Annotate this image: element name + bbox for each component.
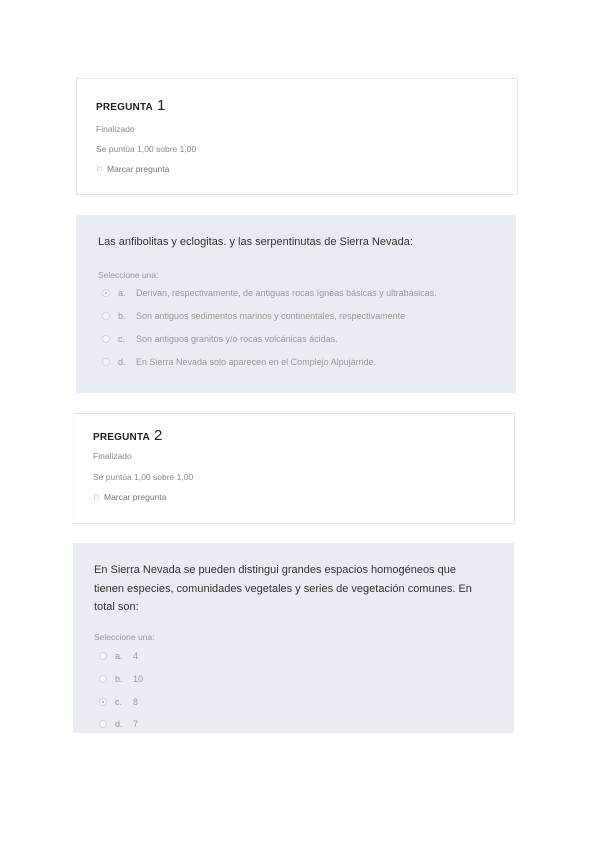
answer-option-d[interactable] — [102, 357, 376, 367]
question-text-line-2: tienen especies, comunidades vegetales y series de vegetación comunes. En — [94, 583, 472, 595]
answer-option-a[interactable] — [99, 651, 138, 661]
radio-button[interactable] — [102, 358, 110, 366]
radio-button[interactable] — [99, 652, 107, 660]
option-letter: a. — [118, 288, 126, 298]
option-letter: d. — [118, 357, 126, 367]
option-text: Derivan, respectivamente, de antiguas rocas ígneas básicas y ultrabásicas. — [136, 288, 437, 298]
question-status: Finalizado — [93, 451, 132, 461]
option-letter: b. — [115, 674, 123, 684]
flag-label: Marcar pregunta — [107, 164, 170, 174]
select-one-label: Seleccione una: — [94, 632, 155, 642]
question-2-info-card — [73, 413, 515, 524]
answer-option-c[interactable] — [99, 697, 138, 707]
option-letter: c. — [118, 334, 126, 344]
answer-option-d[interactable] — [99, 719, 138, 729]
option-text: 8 — [133, 697, 139, 707]
select-one-label: Seleccione una: — [98, 270, 159, 280]
question-2-heading — [93, 427, 163, 444]
question-text: Las anfibolitas y eclogitas. y las serpentinutas de Sierra Nevada: — [98, 236, 413, 248]
option-text: 7 — [133, 719, 139, 729]
flag-question-link[interactable] — [96, 164, 169, 174]
question-score: Se puntúa 1,00 sobre 1,00 — [96, 144, 197, 154]
question-text-line-3: total son: — [94, 601, 139, 613]
question-text-line-1: En Sierra Nevada se pueden distingui grandes espacios homogéneos que — [94, 564, 457, 576]
option-letter: b. — [118, 311, 126, 321]
question-1-heading — [96, 97, 166, 114]
question-label: PREGUNTA — [93, 432, 150, 443]
option-text: En Sierra Nevada solo aparecen en el Complejo Alpujárride. — [136, 357, 377, 367]
answer-option-b[interactable] — [102, 311, 405, 321]
radio-button[interactable] — [102, 335, 110, 343]
radio-button[interactable] — [99, 720, 107, 728]
option-text: Son antiguos sedimentos marinos y continentales, respectivamente — [136, 311, 406, 321]
radio-button[interactable] — [99, 675, 107, 683]
question-1-info-card — [76, 78, 518, 195]
question-number: 1 — [156, 97, 166, 114]
option-text: 10 — [133, 674, 144, 684]
option-text: 4 — [133, 651, 139, 661]
flag-icon: ⚐ — [93, 493, 101, 502]
flag-icon: ⚐ — [96, 165, 104, 174]
option-letter: d. — [115, 719, 123, 729]
question-2-content-card — [73, 543, 514, 733]
radio-button[interactable] — [99, 698, 107, 706]
question-label: PREGUNTA — [96, 102, 153, 113]
answer-option-a[interactable] — [102, 288, 437, 298]
answer-option-c[interactable] — [102, 334, 338, 344]
answer-option-b[interactable] — [99, 674, 143, 684]
option-text: Son antiguos granitos y/o rocas volcánicas ácidas. — [136, 334, 338, 344]
question-score: Se puntúa 1,00 sobre 1,00 — [93, 472, 194, 482]
question-number: 2 — [153, 427, 163, 444]
option-letter: a. — [115, 651, 123, 661]
radio-button[interactable] — [102, 289, 110, 297]
flag-question-link[interactable] — [93, 492, 166, 502]
flag-label: Marcar pregunta — [104, 492, 167, 502]
option-letter: c. — [115, 697, 123, 707]
question-1-content-card — [76, 215, 516, 393]
radio-button[interactable] — [102, 312, 110, 320]
question-status: Finalizado — [96, 124, 135, 134]
